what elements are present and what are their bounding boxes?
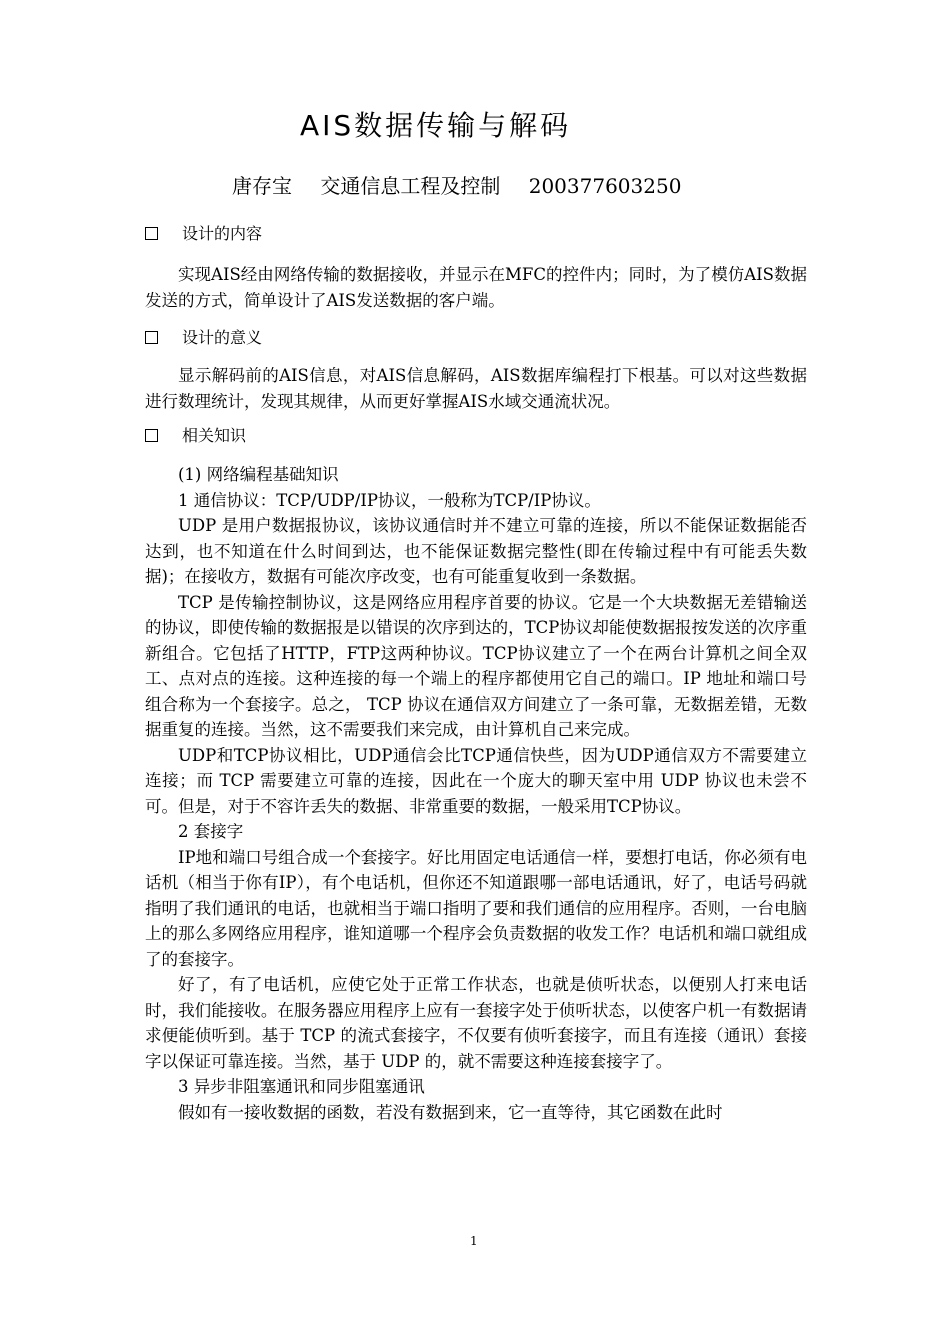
paragraph: 2 套接字 [178, 822, 244, 841]
paragraph: (1) 网络编程基础知识 [178, 465, 339, 484]
section-body-3 [145, 462, 807, 1125]
author-line [232, 172, 703, 200]
paragraph: 1 通信协议：TCP/UDP/IP协议，一般称为TCP/IP协议。 [178, 490, 601, 510]
section-heading-3 [145, 424, 246, 448]
section-heading-1 [145, 222, 262, 246]
section-heading-text: 设计的内容 [182, 224, 263, 243]
section-body-2 [145, 363, 807, 414]
paragraph: 3 异步非阻塞通讯和同步阻塞通讯 [178, 1077, 425, 1096]
bullet-box-icon [145, 227, 158, 240]
page-number: 1 [470, 1234, 478, 1248]
section-heading-text: 设计的意义 [182, 328, 263, 347]
author-name: 唐存宝 [232, 174, 292, 198]
paragraph: 好了，有了电话机，应使它处于正常工作状态，也就是侦听状态，以便别人打来电话时，我们能接收。在服务器应用程序上应有一套接字处于侦听状态，以使客户机一有数据请求便能侦听到。基于 TCP 的流式套接字，不仅要有侦听套接字，而且有连接（通讯）套接字以保证可靠连接。当然，基于 UDP 的，就不需要这种连接套接字了。 [145, 975, 807, 1071]
bullet-box-icon [145, 429, 158, 442]
paragraph: 实现AIS经由网络传输的数据接收，并显示在MFC的控件内；同时，为了模仿AIS数据发送的方式，简单设计了AIS发送数据的客户端。 [145, 265, 807, 310]
author-id: 200377603250 [528, 174, 682, 198]
paragraph: TCP 是传输控制协议，这是网络应用程序首要的协议。它是一个大块数据无差错输送的协议，即使传输的数据报是以错误的次序到达的，TCP协议却能使数据报按发送的次序重新组合。它包括了HTTP，FTP这两种协议。TCP协议建立了一个在两台计算机之间全双工、点对点的连接。这种连接的每一个端上的程序都使用它自己的端口。IP 地址和端口号组合称为一个套接字。总之， TCP 协议在通信双方间建立了一条可靠，无数据差错，无数据重复的连接。当然，这不需要我们来完成，由计算机自己来完成。 [145, 592, 807, 739]
paragraph: UDP和TCP协议相比，UDP通信会比TCP通信快些，因为UDP通信双方不需要建立连接；而 TCP 需要建立可靠的连接，因此在一个庞大的聊天室中用 UDP 协议也未尝不可。但是，对于不容许丢失的数据、非常重要的数据，一般采用TCP协议。 [145, 745, 807, 816]
paragraph: 显示解码前的AIS信息，对AIS信息解码，AIS数据库编程打下根基。可以对这些数据进行数理统计，发现其规律，从而更好掌握AIS水域交通流状况。 [145, 366, 807, 411]
author-major: 交通信息工程及控制 [320, 174, 501, 198]
section-heading-text: 相关知识 [182, 426, 247, 445]
section-heading-2 [145, 326, 262, 350]
bullet-box-icon [145, 331, 158, 344]
paragraph: IP地和端口号组合成一个套接字。好比用固定电话通信一样，要想打电话，你必须有电话机（相当于你有IP），有个电话机，但你还不知道跟哪一部电话通讯，好了，电话号码就指明了我们通讯的电话，也就相当于端口指明了要和我们通信的应用程序。否则，一台电脑上的那么多网络应用程序，谁知道哪一个程序会负责数据的收发工作？电话机和端口就组成了的套接字。 [145, 847, 807, 969]
paragraph: 假如有一接收数据的函数，若没有数据到来，它一直等待，其它函数在此时 [178, 1102, 723, 1122]
section-body-1 [145, 262, 807, 313]
paragraph: UDP 是用户数据报协议，该协议通信时并不建立可靠的连接，所以不能保证数据能否达到，也不知道在什么时间到达，也不能保证数据完整性(即在传输过程中有可能丢失数据)；在接收方，数据有可能次序改变，也有可能重复收到一条数据。 [145, 516, 807, 586]
document-title: AIS数据传输与解码 [300, 109, 572, 142]
